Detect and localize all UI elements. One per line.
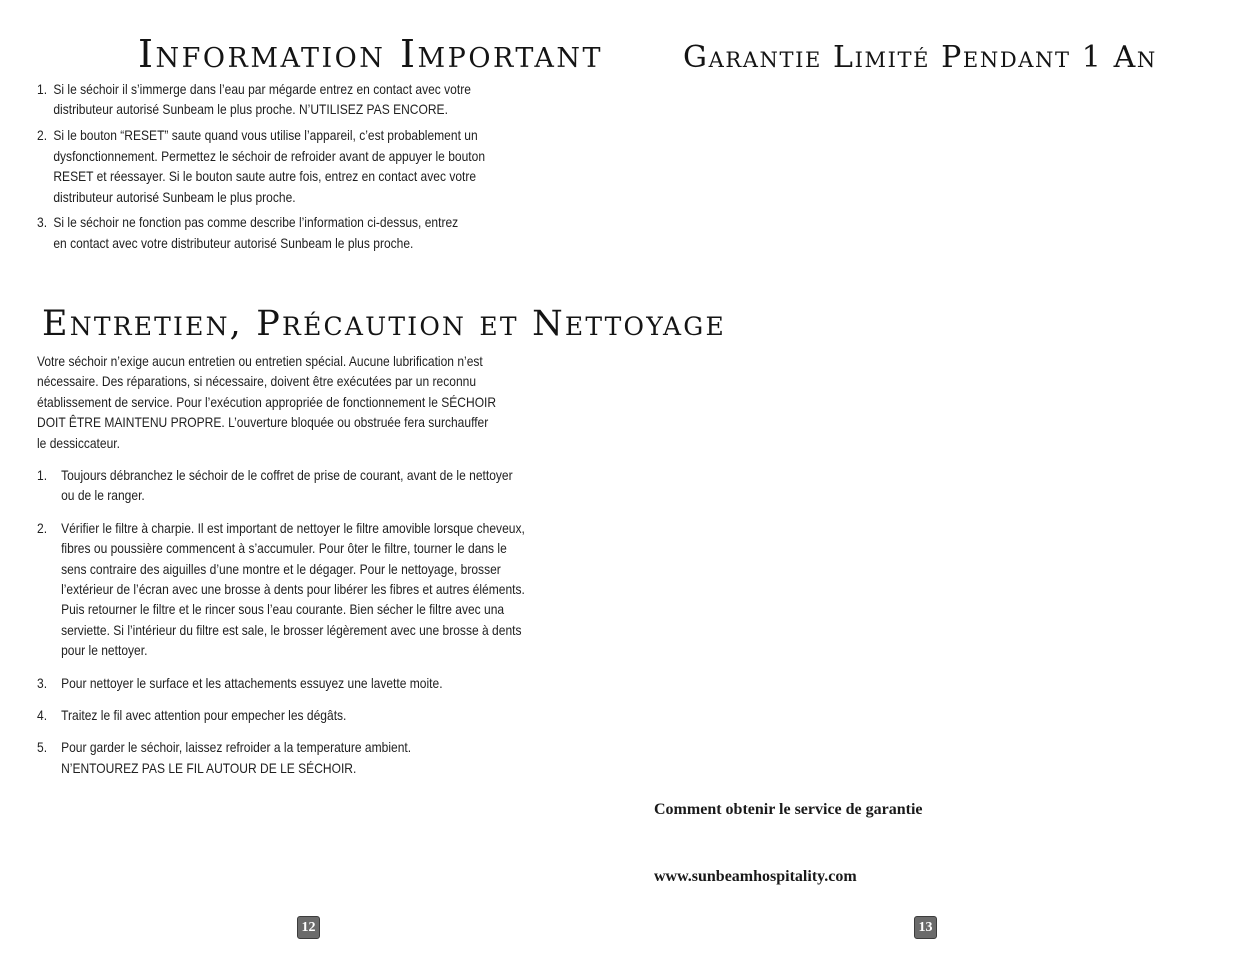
list-line: sens contraire des aiguilles d’une montre et le dégager. Pour le nettoyage, brosser <box>61 560 501 577</box>
list-line: Pour nettoyer le surface et les attachements essuyez une lavette moite. <box>61 674 443 691</box>
list-line: en contact avec votre distributeur autorisé Sunbeam le plus proche. <box>53 234 414 251</box>
list-line: distributeur autorisé Sunbeam le plus proche. N’UTILISEZ PAS ENCORE. <box>53 101 448 118</box>
list-number: 1. <box>37 81 48 97</box>
list-item <box>37 212 485 253</box>
paragraph-line: DOIT ÊTRE MAINTENU PROPRE. L’ouverture bloquée ou obstruée fera surchauffer <box>37 414 489 431</box>
garantie-heading: Garantie Limité Pendant 1 An <box>683 40 1157 75</box>
page-number-badge: 13 <box>914 916 937 939</box>
service-title: Comment obtenir le service de garantie <box>654 801 923 818</box>
page-number-badge: 12 <box>297 916 320 939</box>
list-line: N’ENTOUREZ PAS LE FIL AUTOUR DE LE SÉCHOIR. <box>61 759 357 776</box>
list-line: distributeur autorisé Sunbeam le plus proche. <box>53 188 296 205</box>
list-line: pour le nettoyer. <box>61 642 148 659</box>
list-line: serviette. Si l’intérieur du filtre est sale, le brosser légèrement avec une brosse à dents <box>61 621 522 638</box>
list-number: 3. <box>37 674 48 691</box>
entretien-intro <box>37 351 496 453</box>
list-item <box>37 518 525 661</box>
list-line: Si le séchoir il s’immerge dans l’eau par mégarde entrez en contact avec votre <box>53 81 471 97</box>
list-item <box>37 673 525 693</box>
list-number: 1. <box>37 467 48 483</box>
paragraph-line: nécessaire. Des réparations, si nécessaire, doivent être exécutées par un reconnu <box>37 373 477 390</box>
list-line: Pour garder le séchoir, laissez refroider a la temperature ambient. <box>61 739 412 756</box>
info-list <box>37 79 485 259</box>
list-line: RESET et réessayer. Si le bouton saute autre fois, entrez en contact avec votre <box>53 168 477 185</box>
list-number: 5. <box>37 739 48 756</box>
list-item <box>37 737 525 778</box>
list-number: 4. <box>37 707 48 724</box>
list-line: fibres ou poussière commencent à s’accumuler. Pour ôter le filtre, tourner le dans le <box>61 540 507 557</box>
list-line: Puis retourner le filtre et le rincer sous l’eau courante. Bien sécher le filtre avec una <box>61 601 505 618</box>
paragraph-line: établissement de service. Pour l’exécution appropriée de fonctionnement le SÉCHOIR <box>37 393 497 410</box>
list-item <box>37 79 485 120</box>
entretien-heading: Entretien, Précaution et Nettoyage <box>42 304 726 344</box>
list-line: Toujours débranchez le séchoir de le coffret de prise de courant, avant de le nettoyer <box>61 467 513 483</box>
list-item <box>37 125 485 207</box>
paragraph-line: le dessiccateur. <box>37 434 120 451</box>
list-line: ou de le ranger. <box>61 487 145 504</box>
list-line: Traitez le fil avec attention pour empecher les dégâts. <box>61 707 347 724</box>
list-number: 3. <box>37 214 48 231</box>
right-page <box>617 0 1235 954</box>
list-number: 2. <box>37 519 48 536</box>
list-number: 2. <box>37 127 48 144</box>
website-link[interactable]: www.sunbeamhospitality.com <box>654 868 857 885</box>
list-item <box>37 705 525 725</box>
list-line: Si le bouton “RESET” saute quand vous utilise l’appareil, c’est probablement un <box>53 127 478 144</box>
list-item <box>37 465 525 506</box>
list-line: Vérifier le filtre à charpie. Il est important de nettoyer le filtre amovible lorsque cheveux, <box>61 519 525 536</box>
paragraph-line: Votre séchoir n’exige aucun entretien ou entretien spécial. Aucune lubrification n’est <box>37 353 483 369</box>
list-line: l’extérieur de l’écran avec une brosse à dents pour libérer les fibres et autres éléments. <box>61 581 525 598</box>
info-heading: Information Important <box>138 32 603 76</box>
list-line: dysfonctionnement. Permettez le séchoir de refroider avant de appuyer le bouton <box>53 147 486 164</box>
entretien-list <box>37 465 525 790</box>
list-line: Si le séchoir ne fonction pas comme describe l’information ci-dessus, entrez <box>53 214 459 231</box>
